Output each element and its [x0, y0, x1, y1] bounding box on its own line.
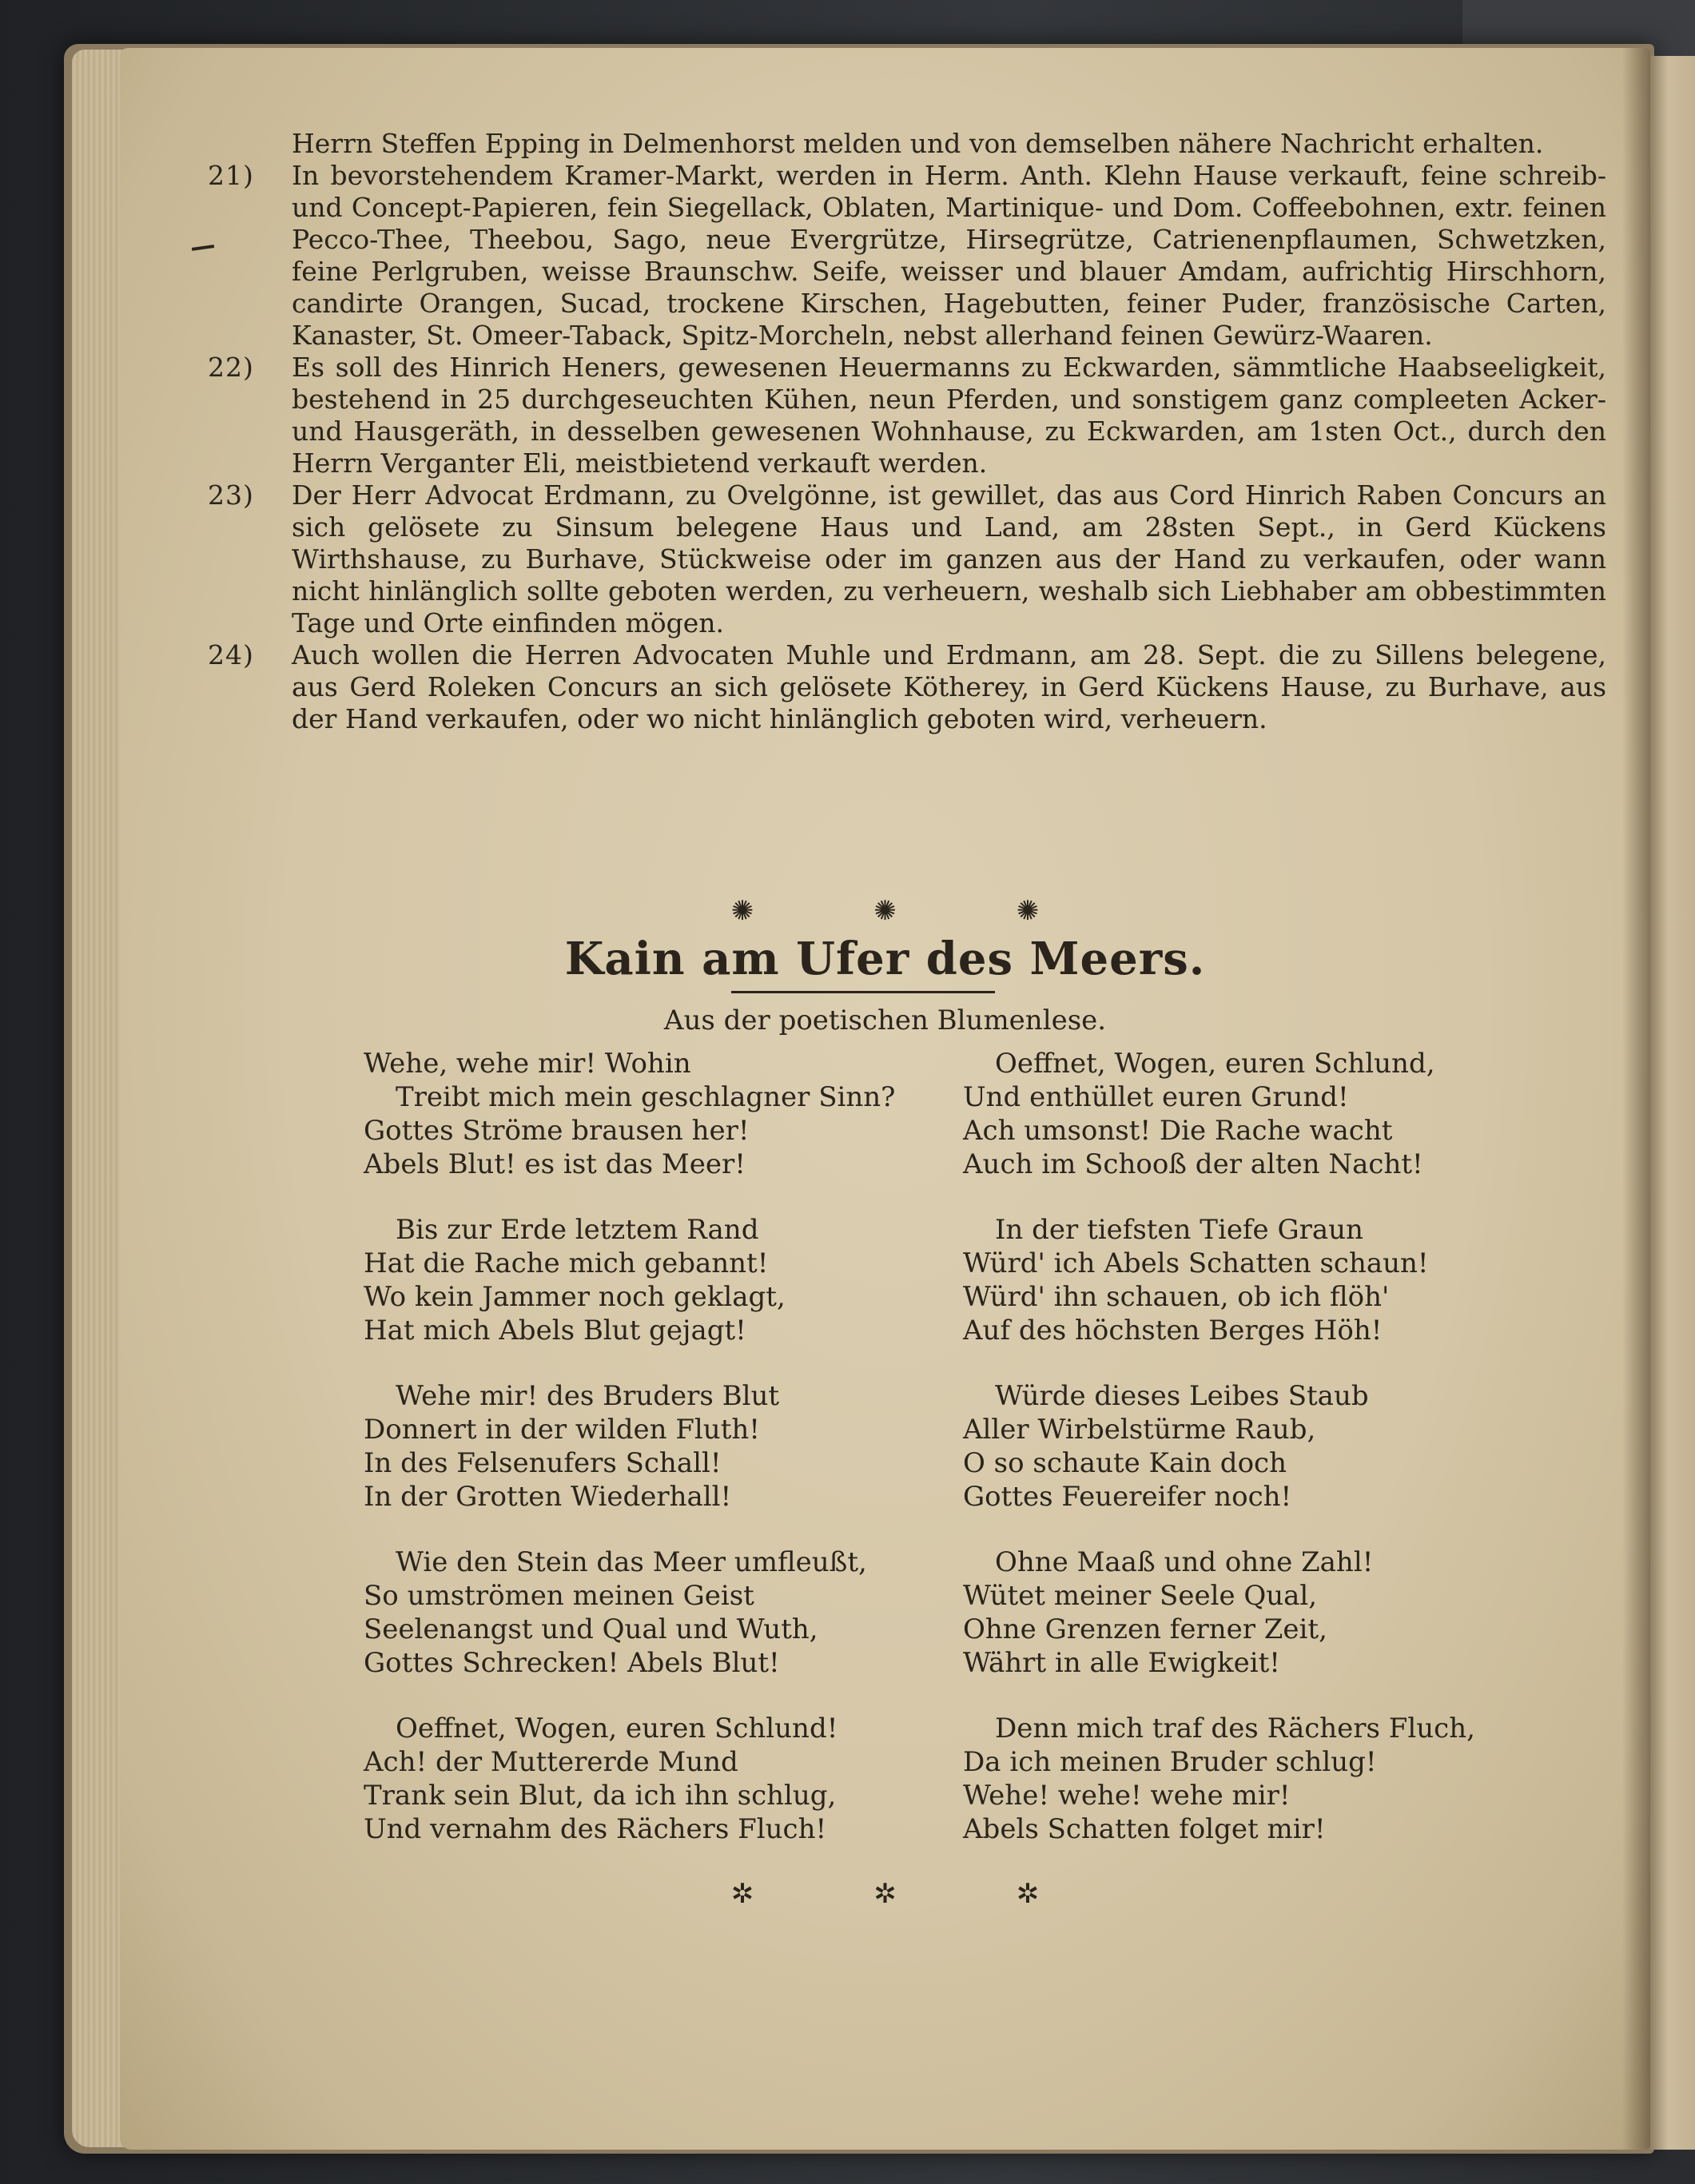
poem-title: Kain am Ufer des Meers. [564, 933, 1206, 985]
stanza [963, 1213, 1538, 1379]
notices-section [208, 128, 1606, 735]
poem-line: Auf des höchsten Berges Höh! [963, 1315, 1383, 1347]
stanza [963, 1047, 1538, 1213]
notice-number: 24) [208, 639, 254, 670]
poem-line: Abels Schatten folget mir! [963, 1813, 1326, 1845]
poem-line: Wütet meiner Seele Qual, [963, 1580, 1318, 1612]
notice-number: 21) [208, 160, 254, 191]
ornament-icon: ✺ [873, 895, 897, 927]
poem-line: Oeffnet, Wogen, euren Schlund, [995, 1048, 1435, 1080]
facing-page-edge [1650, 56, 1695, 2150]
ornament-icon: ✺ [1016, 895, 1040, 927]
stanza [364, 1213, 939, 1379]
poem-line: Und vernahm des Rächers Fluch! [364, 1813, 827, 1845]
notice-text: Auch wollen die Herren Advocaten Muhle und Erdmann, am 28. Sept. die zu Sillens belegene, aus Gerd Roleken Concurs an sich gelösete Kötherey, in Gerd Kückens Hause, zu Burhave, aus der Hand verkaufen, oder wo nicht hinlänglich geboten wird, verheuern. [292, 639, 1606, 734]
poem-line: Oeffnet, Wogen, euren Schlund! [396, 1713, 838, 1744]
poem-column-right [963, 1047, 1538, 1878]
ornament-icon: ✲ [1016, 1878, 1040, 1910]
page-content [120, 48, 1650, 2150]
notice-text: Herrn Steffen Epping in Delmenhorst melden und von demselben nähere Nachricht erhalten. [292, 128, 1544, 159]
stanza [364, 1712, 939, 1878]
notice-text: Es soll des Hinrich Heners, gewesenen Heuermanns zu Eckwarden, sämmtliche Haabseeligkeit, bestehend in 25 durchgeseuchten Kühen, neun Pferden, und sonstigem ganz compleeten Acker- und Hausgeräth, in desselben gewesenen Wohnhause, zu Eckwarden, am 1sten Oct., durch den Herrn Verganter Eli, meistbietend verkauft werden. [292, 352, 1606, 479]
poem-line: Wie den Stein das Meer umfleußt, [396, 1546, 867, 1578]
poem-line: Würd' ich Abels Schatten schaun! [963, 1247, 1429, 1279]
poem-line: Wehe! wehe! wehe mir! [963, 1780, 1291, 1812]
poem-line: Wo kein Jammer noch geklagt, [364, 1281, 786, 1313]
poem-line: In des Felsenufers Schall! [364, 1447, 722, 1479]
title-rule [731, 991, 995, 993]
stanza [963, 1712, 1538, 1878]
ornament-row-top [120, 895, 1650, 927]
poem-line: Seelenangst und Qual und Wuth, [364, 1613, 818, 1645]
poem-line: Ohne Maaß und ohne Zahl! [995, 1546, 1374, 1578]
notice-item [208, 160, 1606, 352]
notice-number: 22) [208, 352, 254, 383]
poem-line: Hat mich Abels Blut gejagt! [364, 1315, 746, 1347]
poem-line: Würde dieses Leibes Staub [995, 1380, 1369, 1412]
poem-line: Hat die Rache mich gebannt! [364, 1247, 769, 1279]
poem-line: In der Grotten Wiederhall! [364, 1481, 732, 1513]
poem-column-left [364, 1047, 939, 1878]
notice-item [208, 639, 1606, 735]
notice-number: 23) [208, 479, 254, 511]
poem-line: Und enthüllet euren Grund! [963, 1081, 1349, 1113]
poem-source: Aus der poetischen Blumenlese. [663, 1004, 1107, 1036]
ornament-icon: ✲ [730, 1878, 754, 1910]
ornament-icon: ✲ [873, 1878, 897, 1910]
poem-line: Treibt mich mein geschlagner Sinn? [396, 1081, 896, 1113]
book-page [120, 48, 1650, 2150]
stanza [963, 1379, 1538, 1546]
poem-line: Gottes Feuereifer noch! [963, 1481, 1292, 1513]
notice-item [208, 352, 1606, 479]
stanza [963, 1546, 1538, 1712]
poem-line: O so schaute Kain doch [963, 1447, 1287, 1479]
stanza [364, 1546, 939, 1712]
poem-line: Donnert in der wilden Fluth! [364, 1414, 760, 1446]
poem-line: Da ich meinen Bruder schlug! [963, 1746, 1377, 1778]
poem-line: Abels Blut! es ist das Meer! [364, 1148, 746, 1180]
poem-line: Gottes Ströme brausen her! [364, 1115, 750, 1147]
notice-text: In bevorstehendem Kramer-Markt, werden in Herm. Anth. Klehn Hause verkauft, feine schreib- und Concept-Papieren, fein Siegellack, Oblaten, Martinique- und Dom. Coffeebohnen, extr. feinen Pecco-Thee, Theebou, Sago, neue Evergrütze, Hirsegrütze, Catrienenpflaumen, Schwetzken, feine Perlgruben, weisse Braunschw. Seife, weisser und blauer Amdam, aufrichtig Hirschhorn, candirte Orangen, Sucad, trockene Kirschen, Hagebutten, feiner Puder, französische Carten, Kanaster, St. Omeer-Taback, Spitz-Morcheln, nebst allerhand feinen Gewürz-Waaren. [292, 160, 1606, 351]
poem-line: Würd' ihn schauen, ob ich flöh' [963, 1281, 1390, 1313]
poem-line: Auch im Schooß der alten Nacht! [963, 1148, 1423, 1180]
notice-item [208, 128, 1606, 160]
poem-line: Gottes Schrecken! Abels Blut! [364, 1647, 780, 1679]
poem-line: Denn mich traf des Rächers Fluch, [995, 1713, 1475, 1744]
stanza [364, 1379, 939, 1546]
poem-line: Ohne Grenzen ferner Zeit, [963, 1613, 1327, 1645]
poem-line: Ach! der Muttererde Mund [364, 1746, 738, 1778]
notice-text: Der Herr Advocat Erdmann, zu Ovelgönne, ist gewillet, das aus Cord Hinrich Raben Concurs an sich gelösete zu Sinsum belegene Haus und Land, am 28sten Sept., in Gerd Kückens Wirthshause, zu Burhave, Stückweise oder im ganzen aus der Hand zu verkaufen, oder wann nicht hinlänglich sollte geboten werden, zu verheuern, weshalb sich Liebhaber am obbestimmten Tage und Orte einfinden mögen. [292, 479, 1606, 638]
notice-item [208, 479, 1606, 639]
poem-line: Wehe mir! des Bruders Blut [396, 1380, 780, 1412]
ornament-row-bottom [120, 1878, 1650, 1910]
stanza [364, 1047, 939, 1213]
poem-line: Bis zur Erde letztem Rand [396, 1214, 759, 1246]
poem-line: Ach umsonst! Die Rache wacht [963, 1115, 1393, 1147]
poem-line: So umströmen meinen Geist [364, 1580, 754, 1612]
poem-line: In der tiefsten Tiefe Graun [995, 1214, 1363, 1246]
poem-line: Wehe, wehe mir! Wohin [364, 1048, 691, 1080]
poem-line: Währt in alle Ewigkeit! [963, 1647, 1280, 1679]
ornament-icon: ✺ [730, 895, 754, 927]
poem-line: Trank sein Blut, da ich ihn schlug, [364, 1780, 837, 1812]
poem-line: Aller Wirbelstürme Raub, [963, 1414, 1316, 1446]
